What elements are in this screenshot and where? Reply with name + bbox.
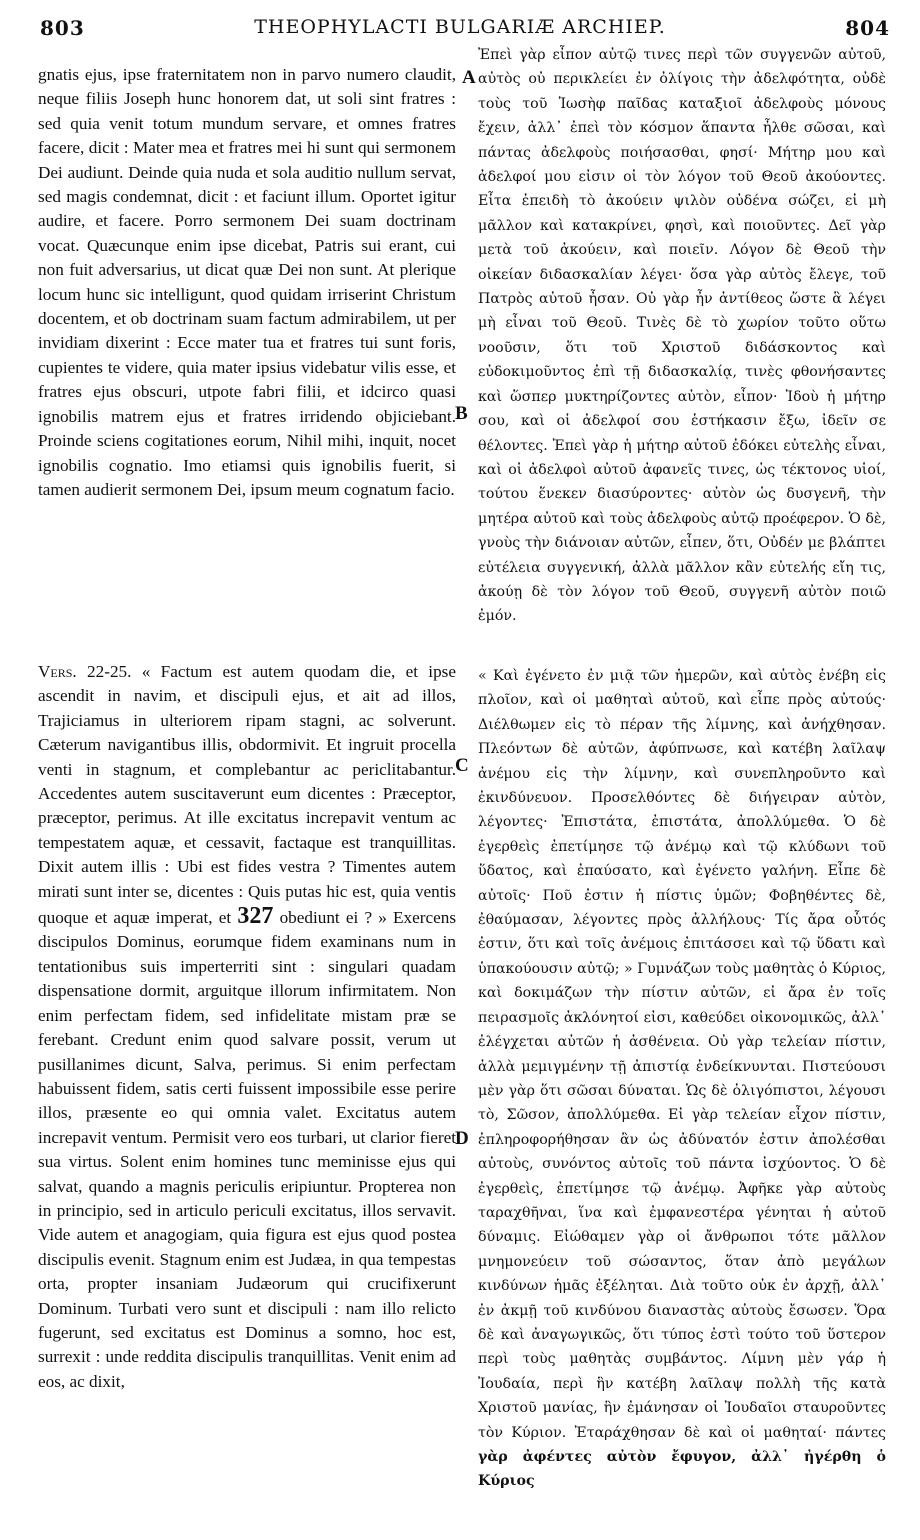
section-marker-a: A [462,67,476,88]
column-number: 327 [237,903,274,930]
verse-reference: Vers. 22-25. [38,662,132,681]
running-title: THEOPHYLACTI BULGARIÆ ARCHIEP. [254,16,666,38]
greek-column-top [478,43,886,629]
greek-closing-line: γὰρ ἀφέντες αὐτὸν ἔφυγον, ἀλλ᾽ ἠγέρθη ὁ Κύριος [478,1449,886,1490]
greek-paragraph-1: Ἐπεὶ γὰρ εἶπον αὐτῷ τινες περὶ τῶν συγγενῶν αὐτοῦ, αὐτὸς οὐ περικλείει ἐν ὀλίγοις τὴν ἀδελφότητα, οὐδὲ τοὺς τοῦ Ἰωσὴφ παῖδας καταξιοῖ ἀδελφοὺς μόνους ἔχειν, ἀλλ᾽ ἐπεὶ τὸν κόσμον ἅπαντα ἦλθε σῶσαι, καὶ πάντας ἀδελφοὺς ποιήσασθαι, φησί· Μήτηρ μου καὶ ἀδελφοί μου εἰσιν οἱ τὸν λόγον τοῦ Θεοῦ ἀκούοντες. Εἶτα ἐπειδὴ τὸ ἀκούειν ψιλὸν οὐδένα σώζει, εἰ μὴ μᾶλλον καὶ κατακρίνει, φησὶ, καὶ ποιοῦντες. Δεῖ γὰρ μετὰ τοῦ ἀκούειν, καὶ ποιεῖν. Λόγον δὲ Θεοῦ τὴν οἰκείαν διδασκαλίαν λέγει· ὅσα γὰρ αὐτὸς ἔλεγε, τοῦ Πατρὸς αὐτοῦ ἦσαν. Οὐ γὰρ ἦν ἀντίθεος ὥστε ἃ λέγει μὴ εἶναι τοῦ Θεοῦ. Τινὲς δὲ τὸ χωρίον τοῦτο οὕτω νοοῦσιν, ὅτι τοῦ Χριστοῦ διδάσκοντος καὶ εὐδοκιμοῦντος ἐπὶ τῇ διδασκαλίᾳ, τινὲς φθονήσαντες καὶ ὥσπερ μυκτηρίζοντες αὐτὸν, εἶπον· Ἰδοὺ ἡ μήτηρ σου, καὶ οἱ ἀδελφοί σου ἑστήκασιν ἔξω, ἰδεῖν σε θέλοντες. Ἐπεὶ γὰρ ἡ μήτηρ αὐτοῦ ἐδόκει εὐτελὴς εἶναι, καὶ οἱ ἀδελφοὶ αὐτοῦ ἀφανεῖς τινες, ὡς τέκτονος υἱοί, τούτου ἕνεκεν διασύροντες· αὐτὸν ὡς δυσγενῆ, τὴν μητέρα αὐτοῦ καὶ τοὺς ἀδελφοὺς αὐτῷ προέφερον. Ὁ δὲ, γνοὺς τὴν διάνοιαν αὐτῶν, εἶπεν, ὅτι, Οὐδέν με βλάπτει εὐτέλεια συγγενική, ἀλλὰ μᾶλλον κἂν εὐτελής εἴη τις, ἀκούῃ δὲ τὸν λόγον τοῦ Θεοῦ, συγγενῆ αὐτὸν ποιῶ ἐμόν. [478,47,886,625]
greek-paragraph-2 [478,664,886,1494]
section-marker-b: B [455,403,468,424]
section-marker-c: C [455,755,469,776]
page-header [0,4,920,44]
latin-paragraph-2-continued: obediunt ei ? » Exercens discipulos Dominus, eorumque fidem examinans num in tentationibus suis imperterriti sint : singulari quadam dispensatione dormit, arguitque illorum infirmitatem. Non enim perfectam fidem, sed infidelitate mistam præ se ferebant. Credunt enim quod salvare possit, verum ut pusillanimes dicunt, Salva, perimus. Si enim perfectam habuissent fidem, satis certi fuissent impossibile esse perire illos, præsente eo qui omnia valet. Excitatus autem increpavit ventum. Permisit vero eos turbari, ut clarior fieret sua virtus. Solent enim homines tunc meminisse ejus qui salvat, quando a magnis periculis eripiuntur. Propterea non in principio, sed in articulo periculi excitatus, illos servavit. Vide autem et anagogiam, quia figura est ejus quod postea discipulis evenit. Stagnum enim est Judæa, in qua tempestas orta, propter insaniam Judæorum qui crucifixerunt Dominum. Turbati vero sunt et discipuli : nam illo relicto fugerunt, sed excitatus est Dominus a somno, hoc est, surrexit : unde reddita discipulis tranquillitas. Venit enim ad eos, ac dixit, [38,908,457,1391]
latin-paragraph-1: gnatis ejus, ipse fraternitatem non in parvo numero claudit, neque filiis Joseph hunc honorem dat, ut soli sint fratres : sed quia venit totum mundum servare, et omnes fratres facere, dicit : Mater mea et fratres mei hi sunt qui sermonem Dei audiunt. Deinde quia nuda et sola auditio nullum servat, sed magis condemnat, dicit : et faciunt illum. Oportet igitur audire, et facere. Porro sermonem Dei suam doctrinam vocat. Quæcunque enim ipse dicebat, Patris sui erant, cui non fuit adversarius, ut dicat quæ Dei non sunt. At plerique locum hunc sic intelligunt, quod quidam irriserint Christum docentem, et ob doctrinam suam factum admirabilem, ut per invidiam dixerint : Ecce mater tua et fratres tui sunt foris, cupientes te videre, quia mater ipsius videbatur vilis esse, et fratres ejus obscuri, utpote fabri filii, et idcirco quasi ignobilis matrem ejus et fratres irridendo objiciebant. Proinde sciens cogitationes eorum, Nihil mihi, inquit, nocet ignobilis cognatio. Imo etiamsi quis ignobilis fuerit, si tamen audierit sermonem Dei, ipsum meum cognatum facio. [38,65,456,499]
latin-column-top [38,63,456,502]
latin-paragraph-2 [38,660,456,1394]
latin-paragraph-2-text: « Factum est autem quodam die, et ipse ascendit in navim, et discipuli ejus, et ait ad illos, Trajiciamus in ulteriorem ripam stagni, ac solverunt. Cæterum navigantibus illis, obdormivit. Et ingruit procella venti in stagnum, et complebantur ac periclitabantur. Accedentes autem suscitaverunt eum dicentes : Præceptor, præceptor, perimus. At ille excitatus increpavit ventum ac tempestatem aquæ, et cessavit, factaque est tranquillitas. Dixit autem illis : Ubi est fides vestra ? Timentes autem mirati sunt inter se, dicentes : Quis putas hic est, quia ventis quoque et aquæ imperat, et [38,662,456,928]
section-marker-d: D [455,1128,469,1149]
greek-column-bottom [478,664,886,1494]
right-page-number: 804 [845,16,890,40]
left-page-number: 803 [40,16,85,40]
greek-paragraph-2-text: « Καὶ ἐγένετο ἐν μιᾷ τῶν ἡμερῶν, καὶ αὐτὸς ἐνέβη εἰς πλοῖον, καὶ οἱ μαθηταὶ αὐτοῦ, καὶ εἶπε πρὸς αὐτούς· Διέλθωμεν εἰς τὸ πέραν τῆς λίμνης, καὶ ἀνήχθησαν. Πλεόντων δὲ αὐτῶν, ἀφύπνωσε, καὶ κατέβη λαῖλαψ ἀνέμου εἰς τὴν λίμνην, καὶ συνεπληροῦντο καὶ ἐκινδύνευον. Προσελθόντες δὲ διήγειραν αὐτὸν, λέγοντες· Ἐπιστάτα, ἐπιστάτα, ἀπολλύμεθα. Ὁ δὲ ἐγερθεὶς ἐπετίμησε τῷ ἀνέμῳ καὶ τῷ κλύδωνι τοῦ ὕδατος, καὶ ἐπαύσατο, καὶ ἐγένετο γαλήνη. Εἶπε δὲ αὐτοῖς· Ποῦ ἐστιν ἡ πίστις ὑμῶν; Φοβηθέντες δὲ, ἐθαύμασαν, λέγοντες πρὸς ἀλλήλους· Τίς ἄρα οὗτός ἐστιν, ὅτι καὶ τοῖς ἀνέμοις ἐπιτάσσει καὶ τῷ ὕδατι καὶ ὑπακούουσιν αὐτῷ; » Γυμνάζων τοὺς μαθητὰς ὁ Κύριος, καὶ δοκιμάζων τὴν πίστιν αὐτῶν, εἰ ἄρα ἐν τοῖς πειρασμοῖς ἀκλόνητοί εἰσι, καθεύδει οἰκονομικῶς, ἀλλ᾽ ἐλέγχεται αὐτῶν ἡ ἀσθένεια. Οὐ γὰρ τελείαν πίστιν, ἀλλὰ μεμιγμένην τῇ ἀπιστίᾳ ἐνδείκνυνται. Πιστεύουσι μὲν γὰρ ὅτι σῶσαι δύναται. Ὡς δὲ ὀλιγόπιστοι, λέγουσι τὸ, Σῶσον, ἀπολλύμεθα. Εἰ γὰρ τελείαν εἶχον πίστιν, ἐπληροφορήθησαν ἂν ὡς ἀδύνατόν ἐστιν ἀπολέσθαι αὐτοὺς, συνόντος αὐτοῖς τοῦ πάντα ἰσχύοντος. Ὁ δὲ ἐγερθεὶς, ἐπετίμησε τῷ ἀνέμῳ. Ἀφῆκε γὰρ αὐτοὺς ταραχθῆναι, ἵνα καὶ ἐμφανεστέρα γένηται ἡ αὐτοῦ δύναμις. Εἰώθαμεν γὰρ οἱ ἄνθρωποι τότε μᾶλλον μνημονεύειν τοῦ σώσαντος, ὅταν ἀπὸ μεγάλων κινδύνων ἡμᾶς ἐξέληται. Διὰ τοῦτο οὐκ ἐν ἀρχῇ, ἀλλ᾽ ἐν ἀκμῇ τοῦ κινδύνου διαναστὰς αὐτοὺς ἔσωσεν. Ὅρα δὲ καὶ ἀναγωγικῶς, ὅτι τύπος ἐστὶ τούτο τοῦ ὕστερον περὶ τοὺς μαθητὰς συμβάντος. Λίμνη μὲν γάρ ἡ Ἰουδαία, περὶ ἣν κατέβη λαῖλαψ πολλὴ τῆς κατὰ Χριστοῦ μανίας, ἣν ἐμάνησαν οἱ Ἰουδαῖοι σταυροῦντες τὸν Κύριον. Ἐταράχθησαν δὲ καὶ οἱ μαθηταί· πάντες [478,668,886,1441]
latin-column-bottom [38,660,456,1394]
